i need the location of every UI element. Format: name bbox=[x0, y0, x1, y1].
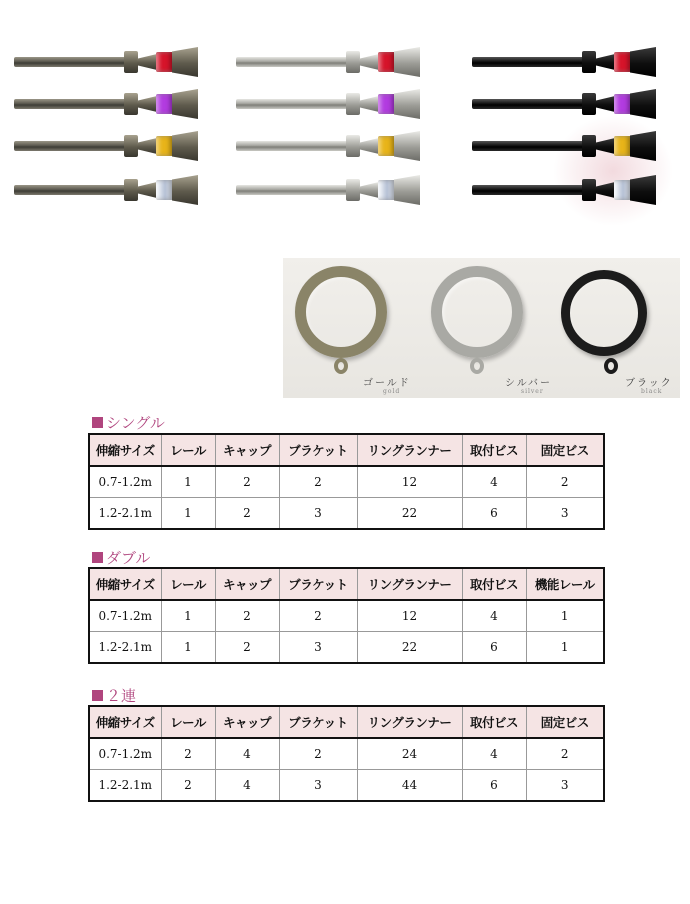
table-cell: 6 bbox=[462, 632, 526, 664]
table-cell: 2 bbox=[526, 466, 604, 498]
header-cell: 固定ビス bbox=[526, 706, 604, 738]
ring-silver bbox=[431, 266, 523, 358]
table-cell: 12 bbox=[357, 600, 462, 632]
table-cell: 24 bbox=[357, 738, 462, 770]
rod-black-purple bbox=[458, 84, 673, 124]
header-cell: ブラケット bbox=[279, 706, 357, 738]
table-cell: 6 bbox=[462, 770, 526, 802]
header-cell: キャップ bbox=[215, 434, 279, 466]
header-cell: 機能レール bbox=[526, 568, 604, 600]
rod-black-clear bbox=[458, 170, 673, 210]
section-title-single bbox=[92, 412, 165, 433]
section-title-text: ２連 bbox=[106, 687, 137, 705]
table-cell: 12 bbox=[357, 466, 462, 498]
table-cell: 4 bbox=[215, 770, 279, 802]
table-cell: 1.2-2.1m bbox=[89, 498, 161, 530]
header-cell: 取付ビス bbox=[462, 706, 526, 738]
table-cell: 2 bbox=[279, 600, 357, 632]
header-cell: 取付ビス bbox=[462, 568, 526, 600]
ring-gold-eyelet bbox=[334, 358, 348, 374]
section-title-twin bbox=[92, 685, 136, 706]
table-header-row bbox=[89, 434, 604, 466]
table-cell: 6 bbox=[462, 498, 526, 530]
header-cell: 固定ビス bbox=[526, 434, 604, 466]
table-cell: 2 bbox=[279, 466, 357, 498]
spec-table-twin bbox=[88, 705, 605, 802]
table-row bbox=[89, 466, 604, 498]
rod-bronze-yellow bbox=[0, 126, 215, 166]
table-cell: 4 bbox=[462, 600, 526, 632]
ring-silver-eyelet bbox=[470, 358, 484, 374]
table-cell: 4 bbox=[462, 738, 526, 770]
rod-silver-yellow bbox=[222, 126, 437, 166]
table-cell: 2 bbox=[215, 498, 279, 530]
rod-column-bronze bbox=[0, 36, 215, 226]
header-cell: 取付ビス bbox=[462, 434, 526, 466]
header-cell: リングランナー bbox=[357, 706, 462, 738]
header-cell: レール bbox=[161, 568, 215, 600]
table-cell: 0.7-1.2m bbox=[89, 738, 161, 770]
square-bullet-icon bbox=[92, 690, 103, 701]
table-cell: 2 bbox=[161, 770, 215, 802]
table-cell: 3 bbox=[279, 632, 357, 664]
table-cell: 4 bbox=[215, 738, 279, 770]
rod-bronze-clear bbox=[0, 170, 215, 210]
table-cell: 3 bbox=[279, 498, 357, 530]
table-cell: 2 bbox=[279, 738, 357, 770]
table-cell: 2 bbox=[215, 600, 279, 632]
ring-silver-label: シルバー bbox=[505, 378, 553, 389]
table-cell: 0.7-1.2m bbox=[89, 466, 161, 498]
section-title-text: シングル bbox=[106, 414, 165, 432]
ring-gold-sub: gold bbox=[383, 388, 401, 395]
table-row bbox=[89, 498, 604, 530]
ring-runner-photo bbox=[283, 258, 680, 398]
table-cell: 4 bbox=[462, 466, 526, 498]
table-row bbox=[89, 600, 604, 632]
ring-silver-sub: silver bbox=[521, 388, 544, 395]
header-cell: 伸縮サイズ bbox=[89, 434, 161, 466]
spec-table-double bbox=[88, 567, 605, 664]
header-cell: レール bbox=[161, 434, 215, 466]
rod-bronze-purple bbox=[0, 84, 215, 124]
rod-black-red bbox=[458, 42, 673, 82]
header-cell: リングランナー bbox=[357, 568, 462, 600]
table-cell: 1.2-2.1m bbox=[89, 632, 161, 664]
table-row bbox=[89, 632, 604, 664]
rod-silver-purple bbox=[222, 84, 437, 124]
ring-black-label: ブラック bbox=[625, 378, 673, 389]
header-cell: レール bbox=[161, 706, 215, 738]
table-cell: 2 bbox=[161, 738, 215, 770]
header-cell: 伸縮サイズ bbox=[89, 706, 161, 738]
table-cell: 2 bbox=[215, 466, 279, 498]
ring-black-eyelet bbox=[604, 358, 618, 374]
table-row bbox=[89, 770, 604, 802]
table-cell: 1 bbox=[526, 600, 604, 632]
table-cell: 3 bbox=[526, 498, 604, 530]
header-cell: リングランナー bbox=[357, 434, 462, 466]
table-cell: 1 bbox=[161, 600, 215, 632]
header-cell: 伸縮サイズ bbox=[89, 568, 161, 600]
ring-gold-label: ゴールド bbox=[363, 378, 411, 389]
table-header-row bbox=[89, 568, 604, 600]
table-cell: 2 bbox=[215, 632, 279, 664]
section-title-double bbox=[92, 547, 150, 568]
rod-silver-clear bbox=[222, 170, 437, 210]
curtain-rod-photo bbox=[0, 36, 690, 226]
table-cell: 2 bbox=[526, 738, 604, 770]
table-cell: 3 bbox=[526, 770, 604, 802]
rod-column-silver bbox=[222, 36, 437, 226]
spec-table-single bbox=[88, 433, 605, 530]
table-cell: 1.2-2.1m bbox=[89, 770, 161, 802]
square-bullet-icon bbox=[92, 417, 103, 428]
ring-gold bbox=[295, 266, 387, 358]
rod-silver-red bbox=[222, 42, 437, 82]
table-cell: 3 bbox=[279, 770, 357, 802]
header-cell: ブラケット bbox=[279, 434, 357, 466]
header-cell: キャップ bbox=[215, 568, 279, 600]
table-cell: 1 bbox=[161, 466, 215, 498]
square-bullet-icon bbox=[92, 552, 103, 563]
table-cell: 22 bbox=[357, 632, 462, 664]
header-cell: キャップ bbox=[215, 706, 279, 738]
table-cell: 1 bbox=[161, 632, 215, 664]
table-row bbox=[89, 738, 604, 770]
table-cell: 1 bbox=[161, 498, 215, 530]
section-title-text: ダブル bbox=[106, 549, 151, 567]
rod-bronze-red bbox=[0, 42, 215, 82]
ring-black bbox=[561, 270, 647, 356]
header-cell: ブラケット bbox=[279, 568, 357, 600]
table-cell: 44 bbox=[357, 770, 462, 802]
ring-black-sub: black bbox=[641, 388, 663, 395]
table-cell: 22 bbox=[357, 498, 462, 530]
table-cell: 1 bbox=[526, 632, 604, 664]
table-cell: 0.7-1.2m bbox=[89, 600, 161, 632]
table-header-row bbox=[89, 706, 604, 738]
rod-column-black bbox=[458, 36, 673, 226]
rod-black-yellow bbox=[458, 126, 673, 166]
